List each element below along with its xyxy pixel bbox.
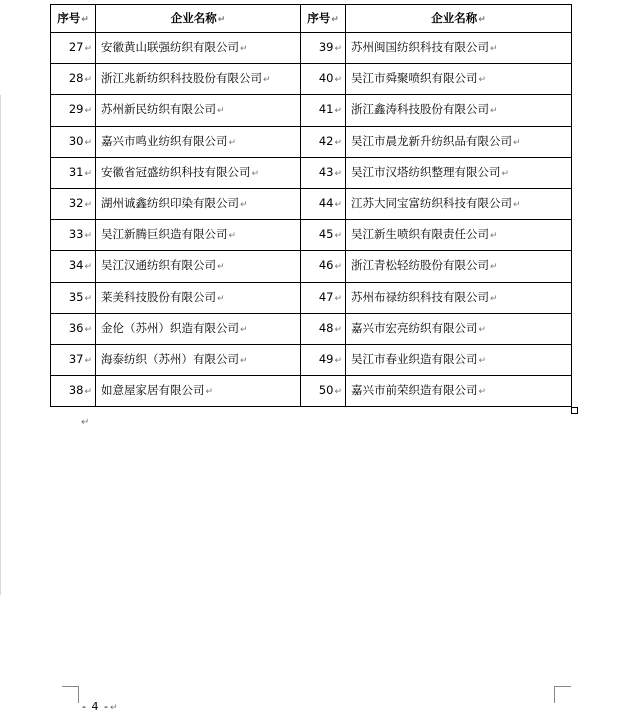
company-name-left-cell	[96, 376, 301, 407]
header-index-right	[301, 5, 346, 33]
table-row	[51, 157, 572, 188]
company-name-right: 江苏大同宝富纺织科技有限公司	[351, 196, 512, 211]
row-number-right: 46	[318, 258, 334, 273]
cell-end-mark: ↵	[334, 137, 342, 148]
company-name-right: 吴江新生喷织有限责任公司	[351, 227, 489, 242]
header-index-left-label: 序号	[57, 10, 81, 25]
header-name-left-label: 企业名称	[170, 10, 217, 25]
row-number-left: 31	[68, 164, 84, 179]
header-name-right	[346, 5, 572, 33]
row-number-left-cell	[51, 313, 96, 344]
cell-end-mark: ↵	[240, 355, 248, 366]
cell-end-mark: ↵	[331, 14, 339, 25]
company-name-right-cell	[346, 33, 572, 64]
row-number-left-cell	[51, 188, 96, 219]
cell-end-mark: ↵	[84, 324, 92, 335]
company-name-right: 苏州布禄纺织科技有限公司	[351, 289, 489, 304]
table-row	[51, 282, 572, 313]
row-number-right-cell	[301, 344, 346, 375]
row-number-left: 36	[68, 320, 84, 335]
row-number-left-cell	[51, 251, 96, 282]
row-number-right: 47	[318, 289, 334, 304]
page-number	[82, 700, 118, 713]
company-name-right-cell	[346, 126, 572, 157]
paragraph-mark: ↵	[109, 703, 119, 713]
cell-end-mark: ↵	[478, 355, 487, 366]
row-number-right: 45	[318, 227, 334, 242]
crop-mark-left	[62, 686, 79, 703]
cell-end-mark: ↵	[501, 168, 510, 179]
row-number-right-cell	[301, 313, 346, 344]
row-number-left-cell	[51, 64, 96, 95]
cell-end-mark: ↵	[478, 14, 486, 25]
company-name-right-cell	[346, 344, 572, 375]
header-name-left	[96, 5, 301, 33]
row-number-right-cell	[301, 220, 346, 251]
row-number-right: 49	[318, 351, 334, 366]
company-table	[50, 4, 572, 407]
cell-end-mark: ↵	[84, 293, 92, 304]
table-row	[51, 126, 572, 157]
company-name-right-cell	[346, 282, 572, 313]
company-name-left-cell	[96, 220, 301, 251]
row-number-left-cell	[51, 33, 96, 64]
cell-end-mark: ↵	[84, 44, 92, 55]
company-name-right: 浙江青松轻纺股份有限公司	[351, 258, 489, 273]
cell-end-mark: ↵	[334, 168, 342, 179]
row-number-right-cell	[301, 157, 346, 188]
cell-end-mark: ↵	[490, 262, 498, 273]
cell-end-mark: ↵	[263, 75, 271, 86]
company-name-right: 吴江市春业织造有限公司	[351, 351, 478, 366]
cell-end-mark: ↵	[490, 231, 498, 242]
cell-end-mark: ↵	[478, 324, 487, 335]
cell-end-mark: ↵	[228, 231, 237, 242]
company-name-right: 嘉兴市前荣织造有限公司	[351, 383, 478, 398]
cell-end-mark: ↵	[84, 262, 92, 273]
cell-end-mark: ↵	[478, 387, 487, 398]
company-name-left: 安徽省冠盛纺织科技有限公司	[101, 164, 251, 179]
company-name-left-cell	[96, 313, 301, 344]
cell-end-mark: ↵	[228, 137, 237, 148]
company-name-left-cell	[96, 95, 301, 126]
table-row	[51, 64, 572, 95]
row-number-right-cell	[301, 282, 346, 313]
table-row	[51, 220, 572, 251]
cell-end-mark: ↵	[334, 44, 342, 55]
row-number-left: 30	[68, 133, 84, 148]
table-row	[51, 33, 572, 64]
row-number-right: 39	[318, 40, 334, 55]
company-name-left: 苏州新民纺织有限公司	[101, 102, 216, 117]
row-number-left: 32	[68, 196, 84, 211]
company-name-right-cell	[346, 251, 572, 282]
cell-end-mark: ↵	[84, 168, 92, 179]
row-number-left-cell	[51, 126, 96, 157]
company-name-right: 吴江市晨龙新升纺织品有限公司	[351, 133, 512, 148]
row-number-right: 50	[318, 383, 334, 398]
row-number-right: 41	[318, 102, 334, 117]
company-name-left-cell	[96, 188, 301, 219]
row-number-right: 43	[318, 164, 334, 179]
company-name-left: 安徽黄山联强纺织有限公司	[101, 40, 239, 55]
table-header-row	[51, 5, 572, 33]
header-index-right-label: 序号	[307, 10, 331, 25]
row-number-left-cell	[51, 95, 96, 126]
company-name-left-cell	[96, 157, 301, 188]
company-name-left: 嘉兴市鸣业纺织有限公司	[101, 133, 228, 148]
table-row	[51, 344, 572, 375]
paragraph-mark: ↵	[81, 417, 90, 428]
cell-end-mark: ↵	[84, 200, 92, 211]
row-number-left-cell	[51, 157, 96, 188]
company-name-left: 海泰纺织（苏州）有限公司	[101, 351, 239, 366]
row-number-left-cell	[51, 376, 96, 407]
cell-end-mark: ↵	[217, 14, 226, 25]
cell-end-mark: ↵	[334, 200, 342, 211]
row-number-left-cell	[51, 344, 96, 375]
cell-end-mark: ↵	[334, 293, 342, 304]
company-name-right-cell	[346, 313, 572, 344]
cell-end-mark: ↵	[334, 262, 342, 273]
cell-end-mark: ↵	[240, 200, 248, 211]
cell-end-mark: ↵	[84, 355, 92, 366]
table-row	[51, 95, 572, 126]
row-number-right: 48	[318, 320, 334, 335]
cell-end-mark: ↵	[84, 137, 92, 148]
company-name-right-cell	[346, 157, 572, 188]
company-name-left: 莱美科技股份有限公司	[101, 289, 216, 304]
page-left-edge	[0, 95, 1, 595]
row-number-left-cell	[51, 220, 96, 251]
company-name-left-cell	[96, 64, 301, 95]
company-name-right: 嘉兴市宏亮纺织有限公司	[351, 320, 478, 335]
cell-end-mark: ↵	[513, 137, 521, 148]
company-name-left: 湖州诚鑫纺织印染有限公司	[101, 196, 239, 211]
row-number-right-cell	[301, 95, 346, 126]
row-number-left: 27	[68, 40, 84, 55]
cell-end-mark: ↵	[513, 200, 521, 211]
cell-end-mark: ↵	[334, 231, 342, 242]
cell-end-mark: ↵	[334, 106, 342, 117]
cell-end-mark: ↵	[217, 293, 225, 304]
cell-end-mark: ↵	[334, 387, 342, 398]
row-number-left: 37	[68, 351, 84, 366]
company-name-right: 苏州闽国纺织科技有限公司	[351, 40, 489, 55]
company-name-right: 吴江市舜聚喷织有限公司	[351, 71, 478, 86]
cell-end-mark: ↵	[490, 293, 498, 304]
cell-end-mark: ↵	[217, 106, 225, 117]
row-number-right: 42	[318, 133, 334, 148]
table-row	[51, 313, 572, 344]
row-number-right-cell	[301, 188, 346, 219]
table-resize-handle[interactable]	[571, 407, 578, 414]
cell-end-mark: ↵	[84, 387, 92, 398]
row-number-left-cell	[51, 282, 96, 313]
company-name-right: 浙江鑫涛科技股份有限公司	[351, 102, 489, 117]
row-number-left: 38	[68, 383, 84, 398]
row-number-left: 29	[68, 102, 84, 117]
cell-end-mark: ↵	[205, 387, 214, 398]
row-number-left: 34	[68, 258, 84, 273]
cell-end-mark: ↵	[334, 324, 342, 335]
row-number-left: 28	[68, 71, 84, 86]
row-number-right: 40	[318, 71, 334, 86]
cell-end-mark: ↵	[84, 231, 92, 242]
cell-end-mark: ↵	[251, 168, 260, 179]
company-name-left-cell	[96, 344, 301, 375]
row-number-right-cell	[301, 33, 346, 64]
cell-end-mark: ↵	[217, 262, 225, 273]
company-name-right-cell	[346, 95, 572, 126]
company-name-right-cell	[346, 376, 572, 407]
row-number-right-cell	[301, 64, 346, 95]
crop-mark-right	[554, 686, 571, 703]
company-name-left: 吴江新腾巨织造有限公司	[101, 227, 228, 242]
table-row	[51, 251, 572, 282]
row-number-left: 35	[68, 289, 84, 304]
cell-end-mark: ↵	[240, 324, 248, 335]
company-name-left: 浙江兆新纺织科技股份有限公司	[101, 71, 262, 86]
row-number-right-cell	[301, 376, 346, 407]
cell-end-mark: ↵	[334, 355, 342, 366]
page-number-text: - 4 -	[82, 700, 109, 713]
company-name-left-cell	[96, 33, 301, 64]
company-name-right-cell	[346, 64, 572, 95]
cell-end-mark: ↵	[84, 106, 92, 117]
table-row	[51, 376, 572, 407]
row-number-right-cell	[301, 126, 346, 157]
company-name-right: 吴江市汉塔纺织整理有限公司	[351, 164, 501, 179]
cell-end-mark: ↵	[81, 14, 89, 25]
cell-end-mark: ↵	[490, 44, 498, 55]
company-name-left: 金伦（苏州）织造有限公司	[101, 320, 239, 335]
header-index-left	[51, 5, 96, 33]
row-number-right-cell	[301, 251, 346, 282]
company-name-left-cell	[96, 251, 301, 282]
cell-end-mark: ↵	[490, 106, 498, 117]
cell-end-mark: ↵	[478, 75, 487, 86]
company-name-left-cell	[96, 126, 301, 157]
company-name-right-cell	[346, 188, 572, 219]
cell-end-mark: ↵	[240, 44, 248, 55]
company-name-left-cell	[96, 282, 301, 313]
row-number-right: 44	[318, 196, 334, 211]
company-name-left: 如意屋家居有限公司	[101, 383, 205, 398]
table-row	[51, 188, 572, 219]
row-number-left: 33	[68, 227, 84, 242]
cell-end-mark: ↵	[84, 75, 92, 86]
company-name-right-cell	[346, 220, 572, 251]
cell-end-mark: ↵	[334, 75, 342, 86]
table-body	[51, 33, 572, 407]
company-name-left: 吴江汉通纺织有限公司	[101, 258, 216, 273]
header-name-right-label: 企业名称	[431, 10, 478, 25]
